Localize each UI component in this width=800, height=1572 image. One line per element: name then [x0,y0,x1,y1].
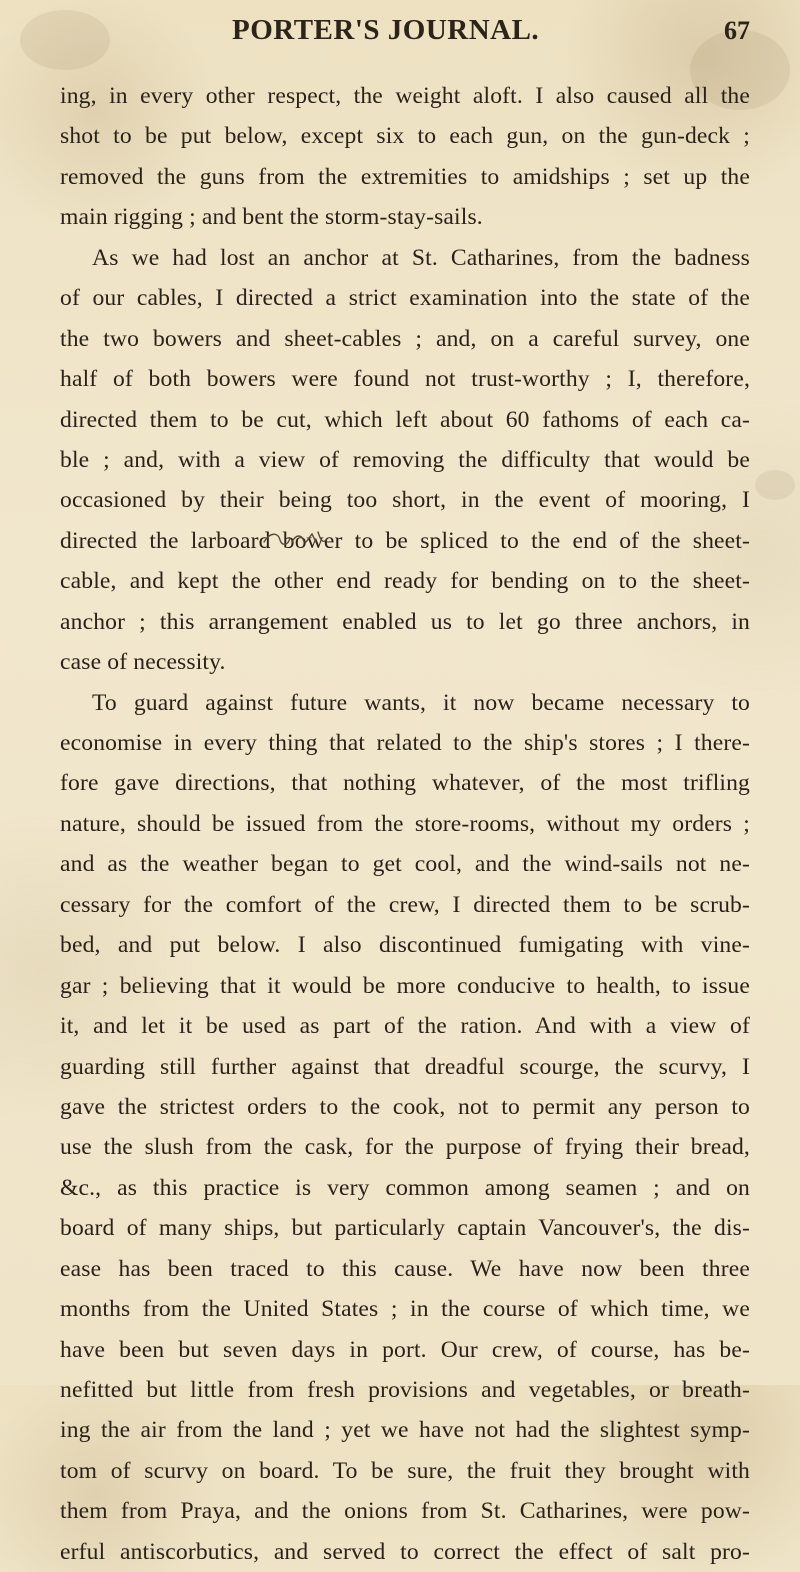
text-line: fore gave directions, that nothing whatever, of the most trifling [60,770,750,797]
text-line: ing the air from the land ; yet we have not had the slightest symp- [60,1417,750,1444]
text-line: gar ; believing that it would be more conducive to health, to issue [60,972,750,999]
text-line: board of many ships, but particularly captain Vancouver's, the dis- [60,1215,750,1242]
body-text [60,76,750,1572]
text-line: main rigging ; and bent the storm-stay-sails. [60,204,483,231]
text-line: To guard against future wants, it now became necessary to [92,689,750,716]
text-line: tom of scurvy on board. To be sure, the fruit they brought with [60,1457,750,1484]
text-line: gave the strictest orders to the cook, not to permit any person to [60,1093,750,1120]
text-line: ing, in every other respect, the weight aloft. I also caused all the [60,83,750,109]
running-head [60,14,750,54]
text-line: them from Praya, and the onions from St. Catharines, were pow- [60,1498,750,1525]
text-line: ease has been traced to this cause. We have now been three [60,1255,750,1282]
text-line: &c., as this practice is very common among seamen ; and on [60,1174,750,1201]
text-line: have been but seven days in port. Our crew, of course, has be- [60,1336,750,1363]
text-line: of our cables, I directed a strict examination into the state of the [60,285,750,312]
text-line: it, and let it be used as part of the ration. And with a view of [60,1013,750,1040]
text-line: As we had lost an anchor at St. Catharines, from the badness [92,244,750,271]
text-line: ble ; and, with a view of removing the difficulty that would be [60,446,750,473]
text-line: cessary for the comfort of the crew, I directed them to be scrub- [60,891,750,918]
text-line: case of necessity. [60,649,226,676]
text-line: half of both bowers were found not trust-worthy ; I, therefore, [60,366,750,393]
text-line: months from the United States ; in the course of which time, we [60,1296,750,1323]
text-line: occasioned by their being too short, in the event of mooring, I [60,487,750,514]
text-line: cable, and kept the other end ready for bending on to the sheet- [60,568,750,595]
handwritten-annotation [260,526,330,550]
running-title: PORTER'S JOURNAL. [232,14,540,46]
text-line: removed the guns from the extremities to amidships ; set up the [60,163,750,190]
text-line: economise in every thing that related to the ship's stores ; I there- [60,730,750,756]
text-line: guarding still further against that dreadful scourge, the scurvy, I [60,1053,750,1080]
text-line: directed the larboard bower to be spliced to the end of the sheet- [60,527,750,554]
text-line: use the slush from the cask, for the purpose of frying their bread, [60,1134,750,1161]
page-number: 67 [724,16,750,45]
text-line: bed, and put below. I also discontinued fumigating with vine- [60,932,750,959]
text-line: nefitted but little from fresh provisions and vegetables, or breath- [60,1377,750,1403]
text-line: directed them to be cut, which left about 60 fathoms of each ca- [60,406,750,433]
text-line: anchor ; this arrangement enabled us to let go three anchors, in [60,608,750,635]
text-line: the two bowers and sheet-cables ; and, on a careful survey, one [60,325,750,352]
text-line: nature, should be issued from the store-rooms, without my orders ; [60,810,750,837]
paper-stain [755,470,795,500]
text-line: erful antiscorbutics, and served to correct the effect of salt pro- [60,1538,750,1565]
text-line: shot to be put below, except six to each gun, on the gun-deck ; [60,123,750,150]
text-line: and as the weather began to get cool, and the wind-sails not ne- [60,851,750,878]
